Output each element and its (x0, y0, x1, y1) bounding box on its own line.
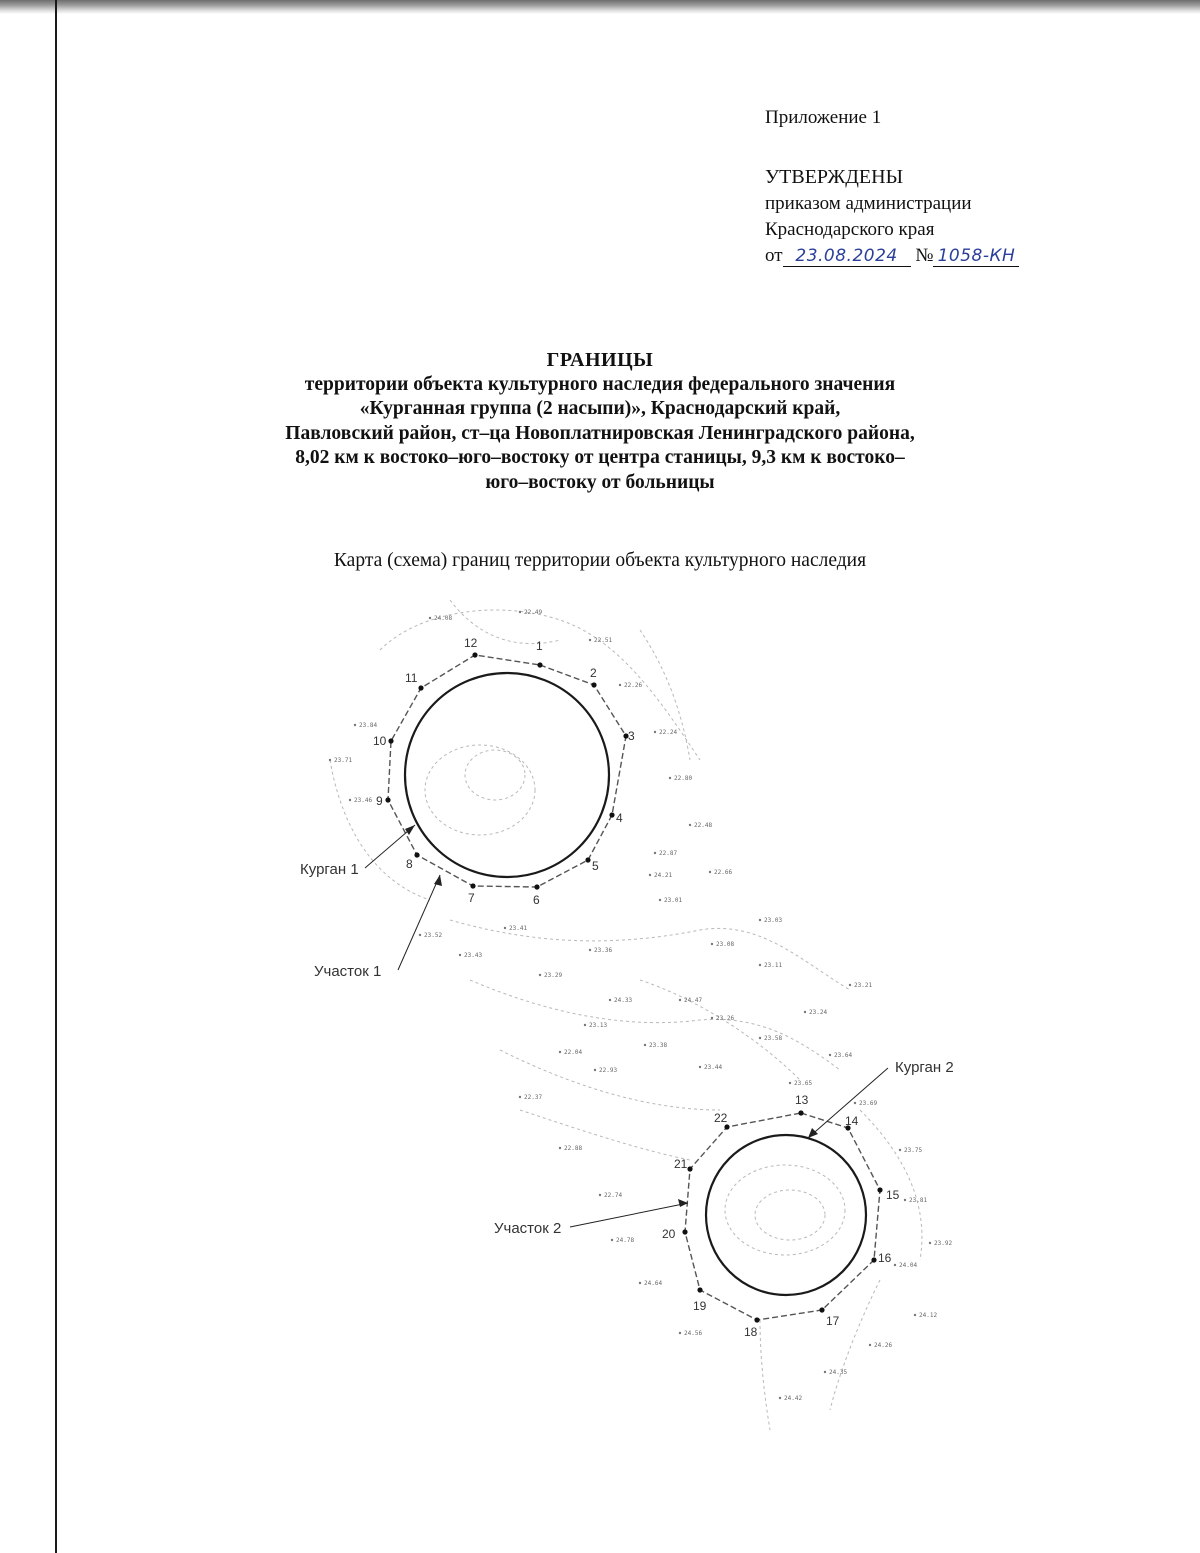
elevation-dot (894, 1264, 896, 1266)
date-prefix: от (765, 245, 783, 266)
elevation-dot (899, 1149, 901, 1151)
boundary-point (388, 738, 393, 743)
elevation-label: 23.58 (764, 1035, 783, 1042)
boundary-point (385, 797, 390, 802)
elevation-dot (504, 927, 506, 929)
elevation-label: 22.74 (604, 1192, 623, 1199)
elevation-dot (519, 611, 521, 613)
elevation-dot (459, 954, 461, 956)
arrowhead (405, 825, 415, 835)
elevation-dot (904, 1199, 906, 1201)
plot-2-boundary (685, 1113, 880, 1320)
elevation-label: 23.38 (649, 1042, 668, 1049)
heading-line: юго–востоку от больницы (485, 471, 715, 493)
elevation-label: 22.87 (659, 850, 678, 857)
elevation-dot (609, 999, 611, 1001)
elevation-label: 23.71 (334, 757, 353, 764)
elevation-dot (679, 1332, 681, 1334)
elevation-dot (419, 934, 421, 936)
elevation-label: 24.21 (654, 872, 673, 879)
elevation-dot (589, 639, 591, 641)
heading-line: территории объекта культурного наследия федерального значения (304, 373, 896, 395)
elevation-label: 23.08 (716, 941, 735, 948)
elevation-dot (519, 1096, 521, 1098)
plot-2-leader (570, 1203, 688, 1227)
heading-line: Павловский район, ст–ца Новоплатнировская Ленинградского района, (285, 422, 915, 444)
elevation-label: 23.69 (859, 1100, 878, 1107)
elevation-label: 23.64 (834, 1052, 853, 1059)
boundary-point (414, 852, 419, 857)
elevation-dot (929, 1242, 931, 1244)
mound-2-label: Курган 2 (895, 1059, 954, 1076)
heading-line: «Курганная группа (2 насыпи)», Краснодарский край, (359, 398, 841, 419)
elevation-label: 24.04 (899, 1262, 918, 1269)
elevation-label: 22.66 (714, 869, 733, 876)
point-label: 19 (693, 1299, 707, 1313)
elevation-dot (759, 919, 761, 921)
elevation-label: 22.93 (599, 1067, 618, 1074)
point-label: 18 (744, 1325, 758, 1339)
elevation-label: 22.51 (594, 637, 613, 644)
boundary-point (871, 1257, 876, 1262)
elevation-dot (824, 1371, 826, 1373)
boundary-point (537, 662, 542, 667)
arrowhead (434, 875, 442, 886)
order-date-value: 23.08.2024 (783, 246, 911, 267)
elevation-dot (759, 964, 761, 966)
plot-1-leader (398, 875, 443, 970)
document-title: ГРАНИЦЫ (546, 349, 654, 371)
elevation-label: 23.43 (464, 952, 483, 959)
elevation-dot (711, 1017, 713, 1019)
point-label: 6 (533, 893, 540, 907)
boundary-point (534, 884, 539, 889)
mound-1-boundary (405, 673, 609, 877)
elevation-label: 23.36 (594, 947, 613, 954)
elevation-dot (711, 943, 713, 945)
elevation-label: 22.37 (524, 1094, 543, 1101)
elevation-dot (354, 724, 356, 726)
plot-1-label: Участок 1 (314, 963, 382, 980)
elevation-label: 22.24 (659, 729, 678, 736)
point-label: 13 (795, 1093, 809, 1107)
point-label: 8 (406, 857, 413, 871)
plot-2-point-labels (662, 1093, 900, 1339)
leader-lines (365, 825, 888, 1227)
elevation-dot (669, 777, 671, 779)
elevation-dot (659, 899, 661, 901)
elevation-dot (584, 1024, 586, 1026)
approved-heading: УТВЕРЖДЕНЫ (765, 166, 904, 188)
boundary-point (697, 1287, 702, 1292)
boundary-point (585, 857, 590, 862)
elevation-marks (329, 609, 953, 1402)
elevation-dot (611, 1239, 613, 1241)
elevation-dot (679, 999, 681, 1001)
elevation-label: 24.08 (434, 615, 453, 622)
point-label: 12 (464, 636, 478, 650)
plot-2-label: Участок 2 (494, 1220, 562, 1237)
elevation-dot (429, 617, 431, 619)
elevation-label: 23.41 (509, 925, 528, 932)
boundary-point (819, 1307, 824, 1312)
elevation-label: 22.04 (564, 1049, 583, 1056)
elevation-label: 24.56 (684, 1330, 703, 1337)
plot-1-point-labels (373, 636, 635, 907)
elevation-label: 24.35 (829, 1369, 848, 1376)
elevation-label: 23.26 (716, 1015, 735, 1022)
elevation-label: 24.78 (616, 1237, 635, 1244)
elevation-label: 23.52 (424, 932, 443, 939)
elevation-label: 22.80 (674, 775, 693, 782)
boundary-point (591, 682, 596, 687)
heading-line: 8,02 км к востоко–юго–востоку от центра станицы, 9,3 км к востоко– (295, 447, 905, 468)
elevation-dot (589, 949, 591, 951)
elevation-label: 22.48 (694, 822, 713, 829)
elevation-dot (689, 824, 691, 826)
elevation-dot (644, 1044, 646, 1046)
point-label: 2 (590, 666, 597, 680)
boundary-point (724, 1124, 729, 1129)
point-label: 5 (592, 859, 599, 873)
boundary-point (470, 883, 475, 888)
boundary-point (754, 1317, 759, 1322)
elevation-dot (639, 1282, 641, 1284)
elevation-label: 23.21 (854, 982, 873, 989)
elevation-dot (804, 1011, 806, 1013)
elevation-label: 24.12 (919, 1312, 938, 1319)
elevation-label: 23.46 (354, 797, 373, 804)
point-label: 4 (616, 811, 623, 825)
elevation-label: 22.49 (524, 609, 543, 616)
elevation-label: 23.65 (794, 1080, 813, 1087)
point-label: 22 (714, 1111, 728, 1125)
mound-1-label: Курган 1 (300, 861, 359, 878)
boundary-point (877, 1187, 882, 1192)
elevation-dot (619, 684, 621, 686)
elevation-label: 23.01 (664, 897, 683, 904)
boundary-point (609, 812, 614, 817)
map-caption: Карта (схема) границ территории объекта культурного наследия (333, 550, 867, 571)
approved-region: Краснодарского края (765, 219, 935, 240)
point-label: 1 (536, 639, 543, 653)
elevation-label: 22.26 (624, 682, 643, 689)
elevation-label: 24.47 (684, 997, 703, 1004)
point-label: 20 (662, 1227, 676, 1241)
leader-arrowheads (405, 825, 818, 1207)
elevation-dot (349, 799, 351, 801)
elevation-dot (699, 1066, 701, 1068)
elevation-dot (709, 871, 711, 873)
point-label: 17 (826, 1314, 840, 1328)
elevation-label: 23.29 (544, 972, 563, 979)
elevation-label: 23.44 (704, 1064, 723, 1071)
elevation-label: 23.03 (764, 917, 783, 924)
elevation-label: 23.84 (359, 722, 378, 729)
plot-1-vertices (385, 652, 628, 889)
elevation-label: 24.26 (874, 1342, 893, 1349)
elevation-dot (559, 1051, 561, 1053)
elevation-dot (829, 1054, 831, 1056)
elevation-label: 23.75 (904, 1147, 923, 1154)
boundary-point (798, 1110, 803, 1115)
elevation-dot (914, 1314, 916, 1316)
elevation-dot (559, 1147, 561, 1149)
elevation-dot (329, 759, 331, 761)
arrowhead (808, 1128, 818, 1138)
point-label: 10 (373, 734, 387, 748)
boundary-point (687, 1166, 692, 1171)
point-label: 16 (878, 1251, 892, 1265)
elevation-dot (759, 1037, 761, 1039)
elevation-label: 24.33 (614, 997, 633, 1004)
number-prefix: № (915, 245, 934, 266)
elevation-label: 24.42 (784, 1395, 803, 1402)
elevation-dot (599, 1194, 601, 1196)
elevation-label: 23.24 (809, 1009, 828, 1016)
elevation-label: 22.88 (564, 1145, 583, 1152)
elevation-dot (594, 1069, 596, 1071)
appendix-label: Приложение 1 (765, 107, 882, 128)
point-label: 14 (845, 1114, 859, 1128)
elevation-label: 23.92 (934, 1240, 953, 1247)
plot-2-vertices (682, 1110, 882, 1322)
elevation-dot (854, 1102, 856, 1104)
elevation-dot (849, 984, 851, 986)
elevation-dot (649, 874, 651, 876)
approved-by-order: приказом администрации (765, 193, 972, 214)
elevation-dot (654, 852, 656, 854)
elevation-dot (539, 974, 541, 976)
elevation-dot (789, 1082, 791, 1084)
plot-1-boundary (388, 655, 626, 887)
boundary-point (472, 652, 477, 657)
elevation-label: 23.13 (589, 1022, 608, 1029)
order-number-value: 1058-КН (933, 246, 1019, 267)
point-label: 11 (405, 671, 418, 685)
point-label: 9 (376, 794, 383, 808)
point-label: 15 (886, 1188, 900, 1202)
boundary-point (418, 685, 423, 690)
elevation-label: 23.81 (909, 1197, 928, 1204)
boundary-point (682, 1229, 687, 1234)
point-label: 21 (674, 1157, 688, 1171)
elevation-dot (869, 1344, 871, 1346)
mound-2-boundary (706, 1135, 866, 1295)
elevation-label: 23.11 (764, 962, 783, 969)
elevation-dot (779, 1397, 781, 1399)
elevation-dot (654, 731, 656, 733)
point-label: 3 (628, 729, 635, 743)
point-label: 7 (468, 891, 475, 905)
elevation-label: 24.64 (644, 1280, 663, 1287)
